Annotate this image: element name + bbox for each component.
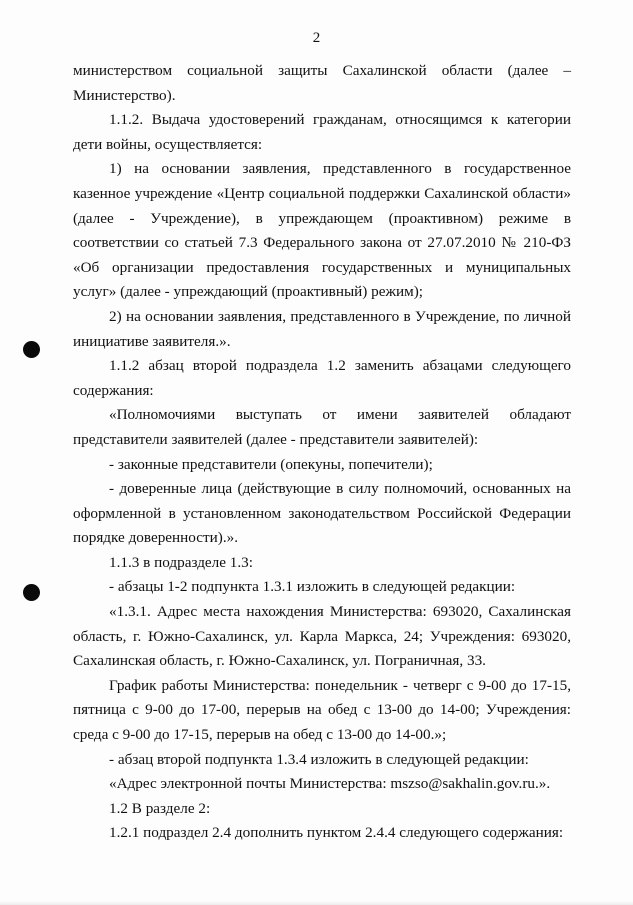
paragraph: - законные представители (опекуны, попечители); — [109, 455, 433, 473]
paragraph: - абзац второй подпункта 1.3.4 изложить в следующей редакции: — [109, 750, 529, 768]
paragraph: «Адрес электронной почты Министерства: mszso@sakhalin.gov.ru.». — [109, 775, 551, 793]
paragraph: министерством социальной защиты Сахалинской области (далее – Министерство). — [73, 62, 571, 104]
paragraph: График работы Министерства: понедельник - четверг с 9-00 до 17-15, пятница с 9-00 до 17-00, перерыв на обед с 13-00 до 14-00; Учреждения: среда с 9-00 до 17-15, перерыв на обед с 13-00 до 14-00.»; — [73, 676, 571, 744]
paragraph: «1.3.1. Адрес места нахождения Министерства: 693020, Сахалинская область, г. Южно-Сахалинск, ул. Карла Маркса, 24; Учреждения: 693020, Сахалинская область, г. Южно-Сахалинск, ул. Пограничная, 33. — [73, 603, 571, 670]
punch-hole-mark — [23, 584, 40, 601]
document-body — [73, 59, 571, 846]
paragraph: 1.2.1 подраздел 2.4 дополнить пунктом 2.4.4 следующего содержания: — [109, 824, 564, 842]
paragraph: 1.2 В разделе 2: — [109, 799, 211, 817]
page-number: 2 — [312, 30, 321, 46]
paragraph: 1.1.2 абзац второй подраздела 1.2 заменить абзацами следующего содержания: — [73, 357, 571, 399]
paragraph: - абзацы 1-2 подпункта 1.3.1 изложить в следующей редакции: — [109, 578, 516, 596]
paragraph: 2) на основании заявления, представленного в Учреждение, по личной инициативе заявителя.». — [73, 307, 571, 350]
paragraph: 1.1.2. Выдача удостоверений гражданам, относящимся к категории дети войны, осуществляется: — [73, 111, 571, 153]
paragraph: - доверенные лица (действующие в силу полномочий, основанных на оформленной в установленном законодательством Российской Федерации порядке доверенности).». — [73, 480, 571, 547]
scan-edge-shadow — [0, 901, 633, 905]
punch-hole-mark — [23, 341, 40, 358]
paragraph: 1) на основании заявления, представленного в государственное казенное учреждение «Центр социальной поддержки Сахалинской области» (далее - Учреждение), в упреждающем (проактивном) режиме в соответствии со статьей 7.3 Федерального закона от 27.07.2010 № 210-ФЗ «Об организации предоставления государственных и муниципальных услуг» (далее - упреждающий (проактивный) режим); — [73, 160, 571, 301]
paragraph: «Полномочиями выступать от имени заявителей обладают представители заявителей (далее - представители заявителей): — [73, 406, 571, 448]
paragraph: 1.1.3 в подразделе 1.3: — [109, 553, 253, 571]
